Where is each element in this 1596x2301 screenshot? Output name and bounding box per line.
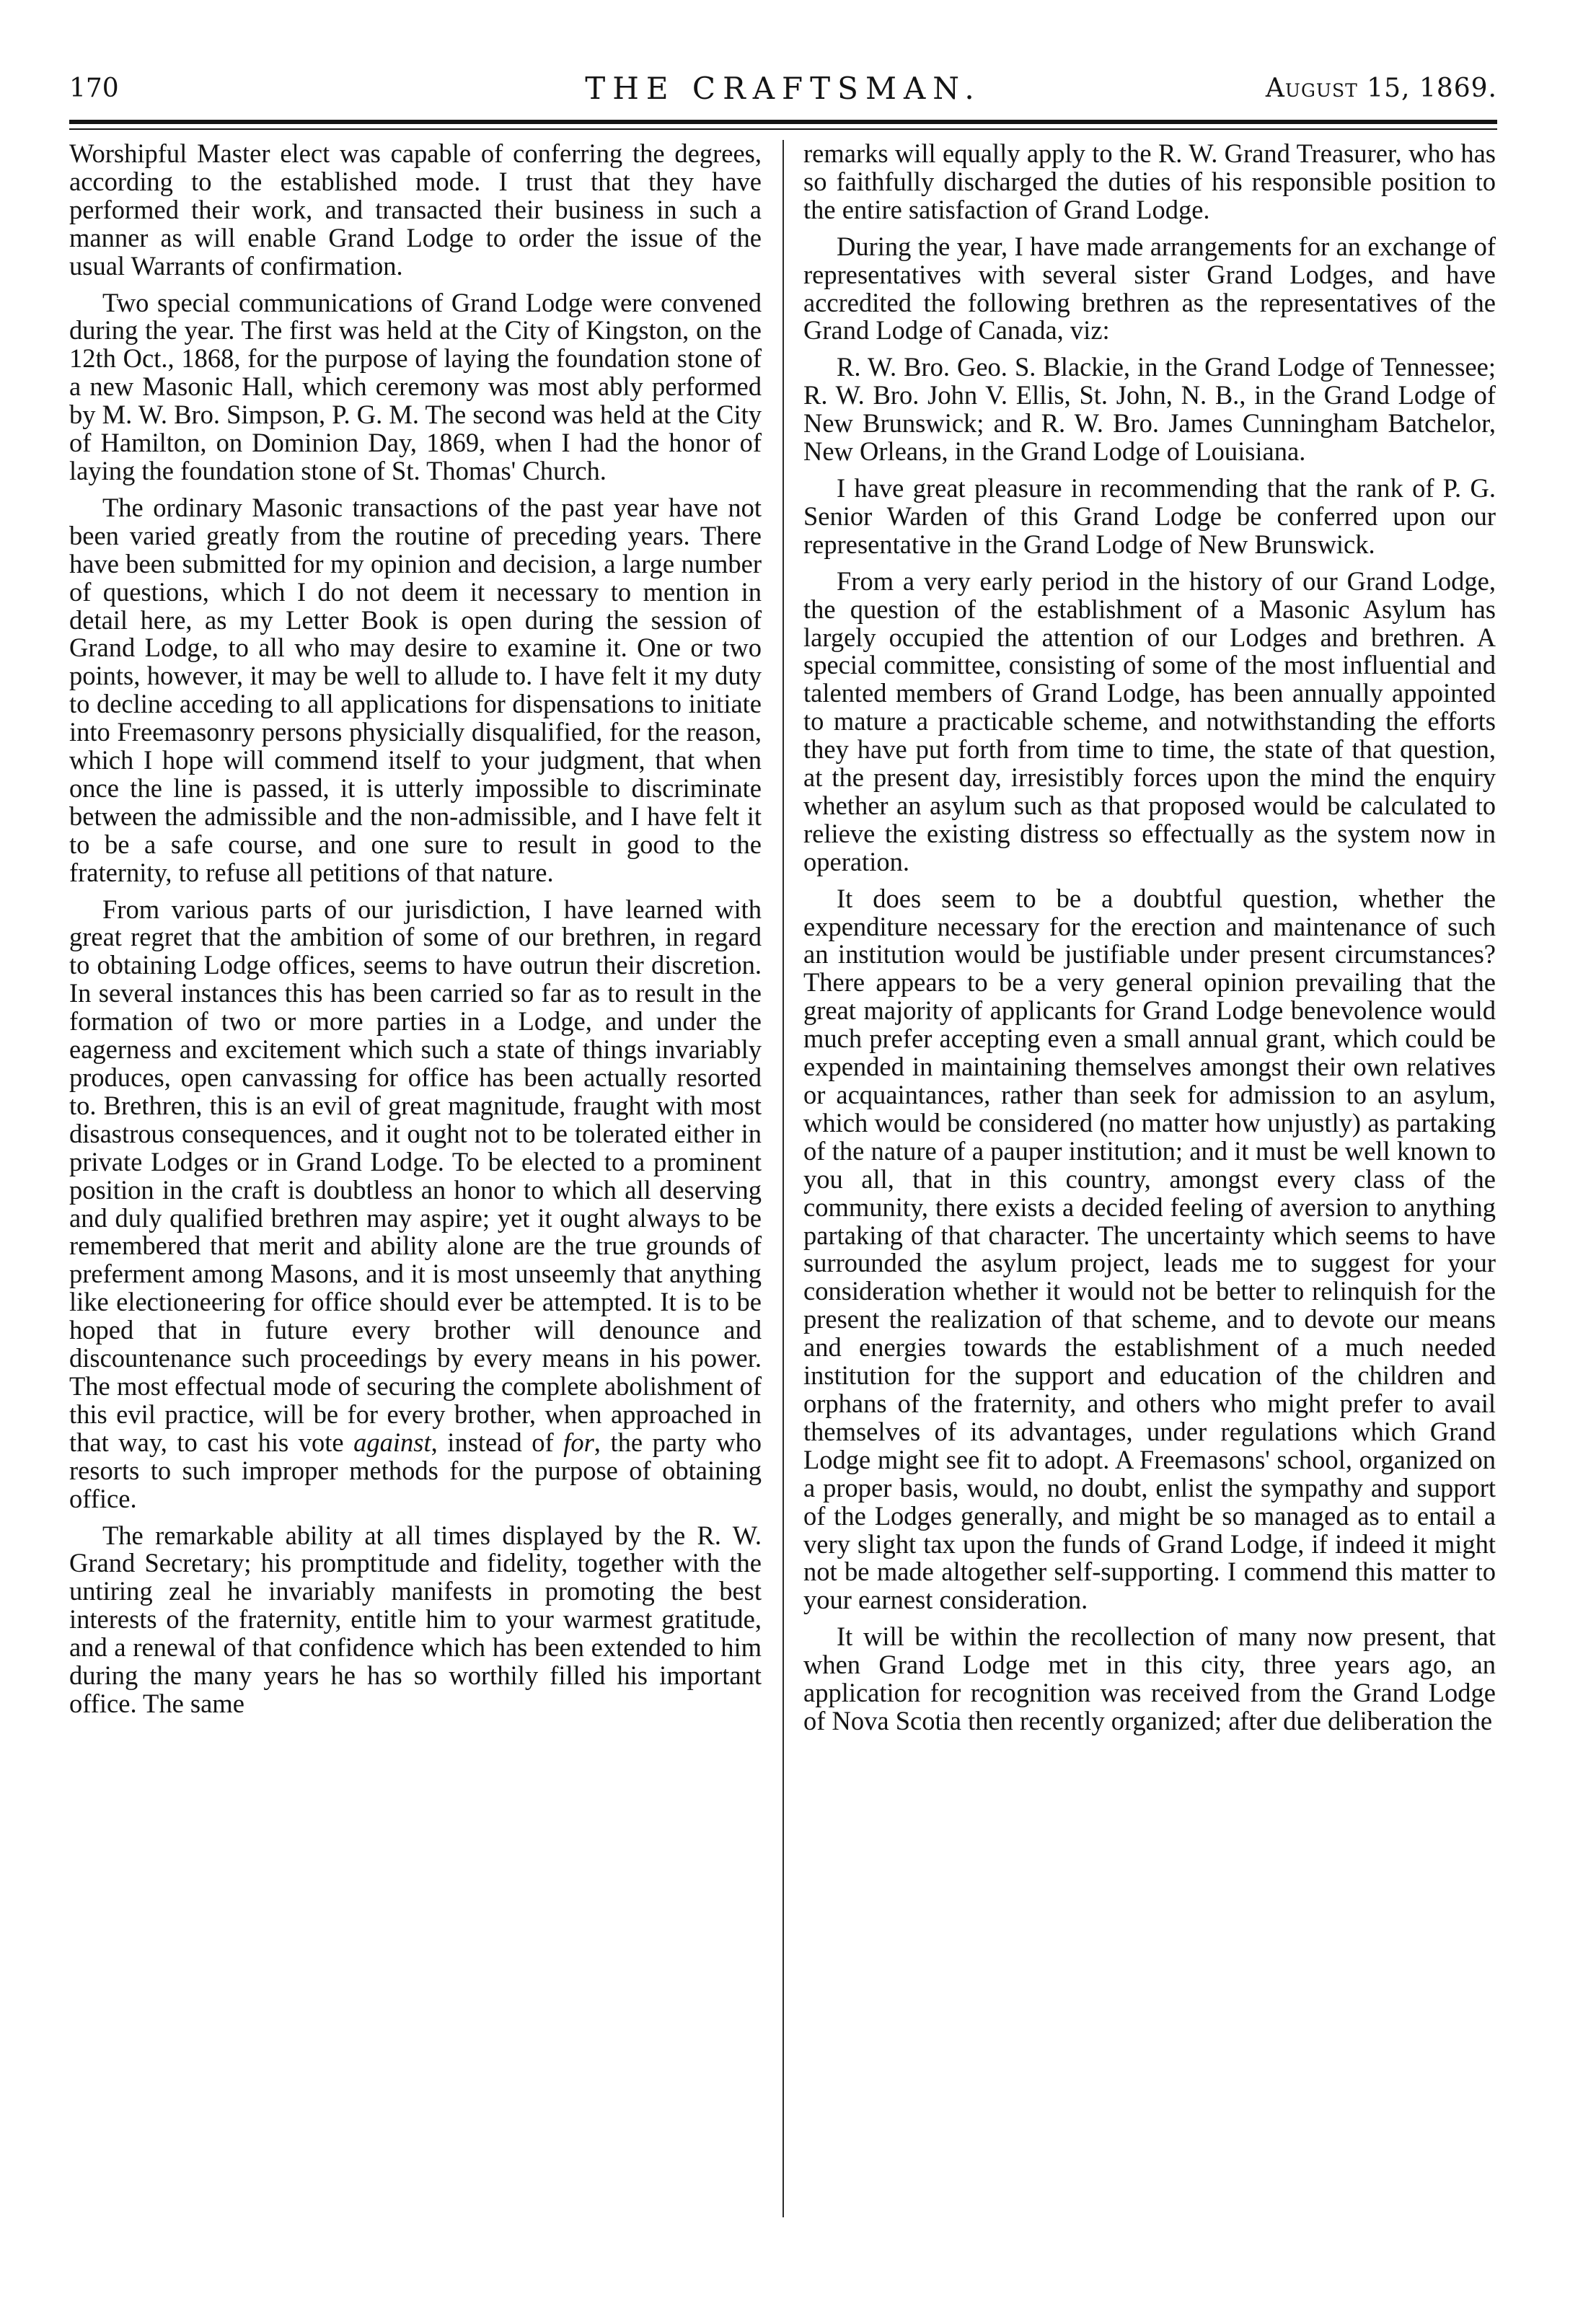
paragraph-representatives-list: R. W. Bro. Geo. S. Blackie, in the Grand Lodge of Tennessee; R. W. Bro. John V. Ellis, St. John, N. B., in the Grand Lodge of New Brunswick; and R. W. Bro. James Cunningham Batchelor, New Orleans, in the Grand Lodge of Louisiana.	[803, 352, 1496, 467]
paragraph-representatives: During the year, I have made arrangements for an exchange of representatives with several sister Grand Lodges, and have accredited the following brethren as the representatives of the Grand Lodge of Canada, viz:	[803, 231, 1496, 346]
journal-title: THE CRAFTSMAN.	[585, 71, 982, 106]
paragraph-warrants: Worshipful Master elect was capable of conferring the degrees, according to the established mode. I trust that they have performed their work, and transacted their business in such a manner as will enable Grand Lodge to order the issue of the usual Warrants of confirmation.	[69, 138, 762, 281]
page-number: 170	[69, 74, 119, 103]
running-header	[69, 69, 1497, 120]
paragraph-canvassing-text-b: , instead of	[431, 1427, 564, 1457]
column-divider	[782, 140, 784, 2217]
header-rule-thin	[69, 128, 1497, 130]
paragraph-canvassing-text-c: , the party who resorts to such improper methods for the purpose of obtaining office.	[69, 1427, 762, 1513]
paragraph-senior-warden: I have great pleasure in recommending that the rank of P. G. Senior Warden of this Grand Lodge be conferred upon our representative in the Grand Lodge of New Brunswick.	[803, 472, 1496, 559]
paragraph-grand-secretary: The remarkable ability at all times displayed by the R. W. Grand Secretary; his promptitude and fidelity, together with the untiring zeal he invariably manifests in promoting the best interests of the fraternity, entitle him to your warmest gratitude, and a renewal of that confidence which has been extended to him during the many years he has so worthily filled his important office. The same	[69, 1520, 762, 1718]
paragraph-nova-scotia: It will be within the recollection of many now present, that when Grand Lodge met in this city, three years ago, an application for recognition was received from the Grand Lodge of Nova Scotia then recently organized; after due deliberation the	[803, 1622, 1496, 1735]
left-column	[69, 140, 762, 2219]
paragraph-canvassing	[69, 896, 762, 1513]
journal-page	[69, 69, 1497, 2219]
paragraph-grand-treasurer: remarks will equally apply to the R. W. Grand Treasurer, who has so faithfully discharged the duties of his responsible position to the entire satisfaction of Grand Lodge.	[803, 138, 1496, 224]
issue-date: August 15, 1869.	[1265, 74, 1497, 103]
paragraph-canvassing-text-a: From various parts of our jurisdiction, I have learned with great regret that the ambition of some of our brethren, in regard to obtaining Lodge offices, seems to have outrun their discretion. In several instances this has been carried so far as to result in the formation of two or more parties in a Lodge, and under the eagerness and excitement which such a state of things invariably produces, open canvassing for office has been actually resorted to. Brethren, this is an evil of great magnitude, fraught with most disastrous consequences, and it ought not to be tolerated either in private Lodges or in Grand Lodge. To be elected to a prominent position in the craft is doubtless an honor to which all deserving and duly qualified brethren may aspire; yet it ought always to be remembered that merit and ability alone are the true grounds of preferment among Masons, and it is most unseemly that anything like electioneering for office should ever be attempted. It is to be hoped that in future every brother will denounce and discountenance such proceedings by every means in his power. The most effectual mode of securing the complete abolishment of this evil practice, will be for every brother, when approached in that way, to cast his vote	[69, 894, 762, 1457]
header-rule-thick	[69, 120, 1497, 124]
right-column	[803, 140, 1496, 2219]
emphasis-against: against	[353, 1427, 431, 1457]
emphasis-for: for	[563, 1427, 594, 1457]
paragraph-masonic-asylum: From a very early period in the history of our Grand Lodge, the question of the establishment of a Masonic Asylum has largely occupied the attention of our Lodges and brethren. A special committee, consisting of some of the most influential and talented members of Grand Lodge, has been annually appointed to mature a practicable scheme, and notwithstanding the efforts they have put forth from time to time, the state of that question, at the present day, irresistibly forces upon the mind the enquiry whether an asylum such as that proposed would be calculated to relieve the existing distress so effectually as the system now in operation.	[803, 566, 1496, 876]
paragraph-masonic-transactions: The ordinary Masonic transactions of the past year have not been varied greatly from the routine of preceding years. There have been submitted for my opinion and decision, a large number of questions, which I do not deem it necessary to mention in detail here, as my Letter Book is open during the session of Grand Lodge, to all who may desire to examine it. One or two points, however, it may be well to allude to. I have felt it my duty to decline acceding to all applications for dispensations to initiate into Freemasonry persons physicially disqualified, for the reason, which I hope will commend itself to your judgment, that when once the line is passed, it is utterly impossible to discriminate between the admissible and the non-admissible, and I have felt it to be a safe course, and one sure to result in good to the fraternity, to refuse all petitions of that nature.	[69, 492, 762, 887]
paragraph-freemasons-school: It does seem to be a doubtful question, whether the expenditure necessary for the erection and maintenance of such an institution would be justifiable under present circumstances? There appears to be a very general opinion prevailing that the great majority of applicants for Grand Lodge benevolence would much prefer accepting even a small annual grant, which could be expended in maintaining themselves amongst their own relatives or acquaintances, rather than seek for admission to an asylum, which would be considered (no matter how unjustly) as partaking of the nature of a pauper institution; and it must be well known to you all, that in this country, amongst every class of the community, there exists a decided feeling of aversion to anything partaking of that character. The uncertainty which seems to have surrounded the asylum project, leads me to suggest for your consideration whether it would not be better to relinquish for the present the realization of that scheme, and to devote our means and energies towards the establishment of a much needed institution for the support and education of the children and orphans of the fraternity, and others who might prefer to avail themselves of its advantages, under regulations which Grand Lodge might see fit to adopt. A Freemasons' school, organized on a proper basis, would, no doubt, enlist the sympathy and support of the Lodges generally, and might be so managed as to entail a very slight tax upon the funds of Grand Lodge, if indeed it might not be made altogether self-supporting. I commend this matter to your earnest consideration.	[803, 883, 1496, 1615]
paragraph-special-communications: Two special communications of Grand Lodge were convened during the year. The first was held at the City of Kingston, on the 12th Oct., 1868, for the purpose of laying the foundation stone of a new Masonic Hall, which ceremony was most ably performed by M. W. Bro. Simpson, P. G. M. The second was held at the City of Hamilton, on Dominion Day, 1869, when I had the honor of laying the foundation stone of St. Thomas' Church.	[69, 287, 762, 485]
